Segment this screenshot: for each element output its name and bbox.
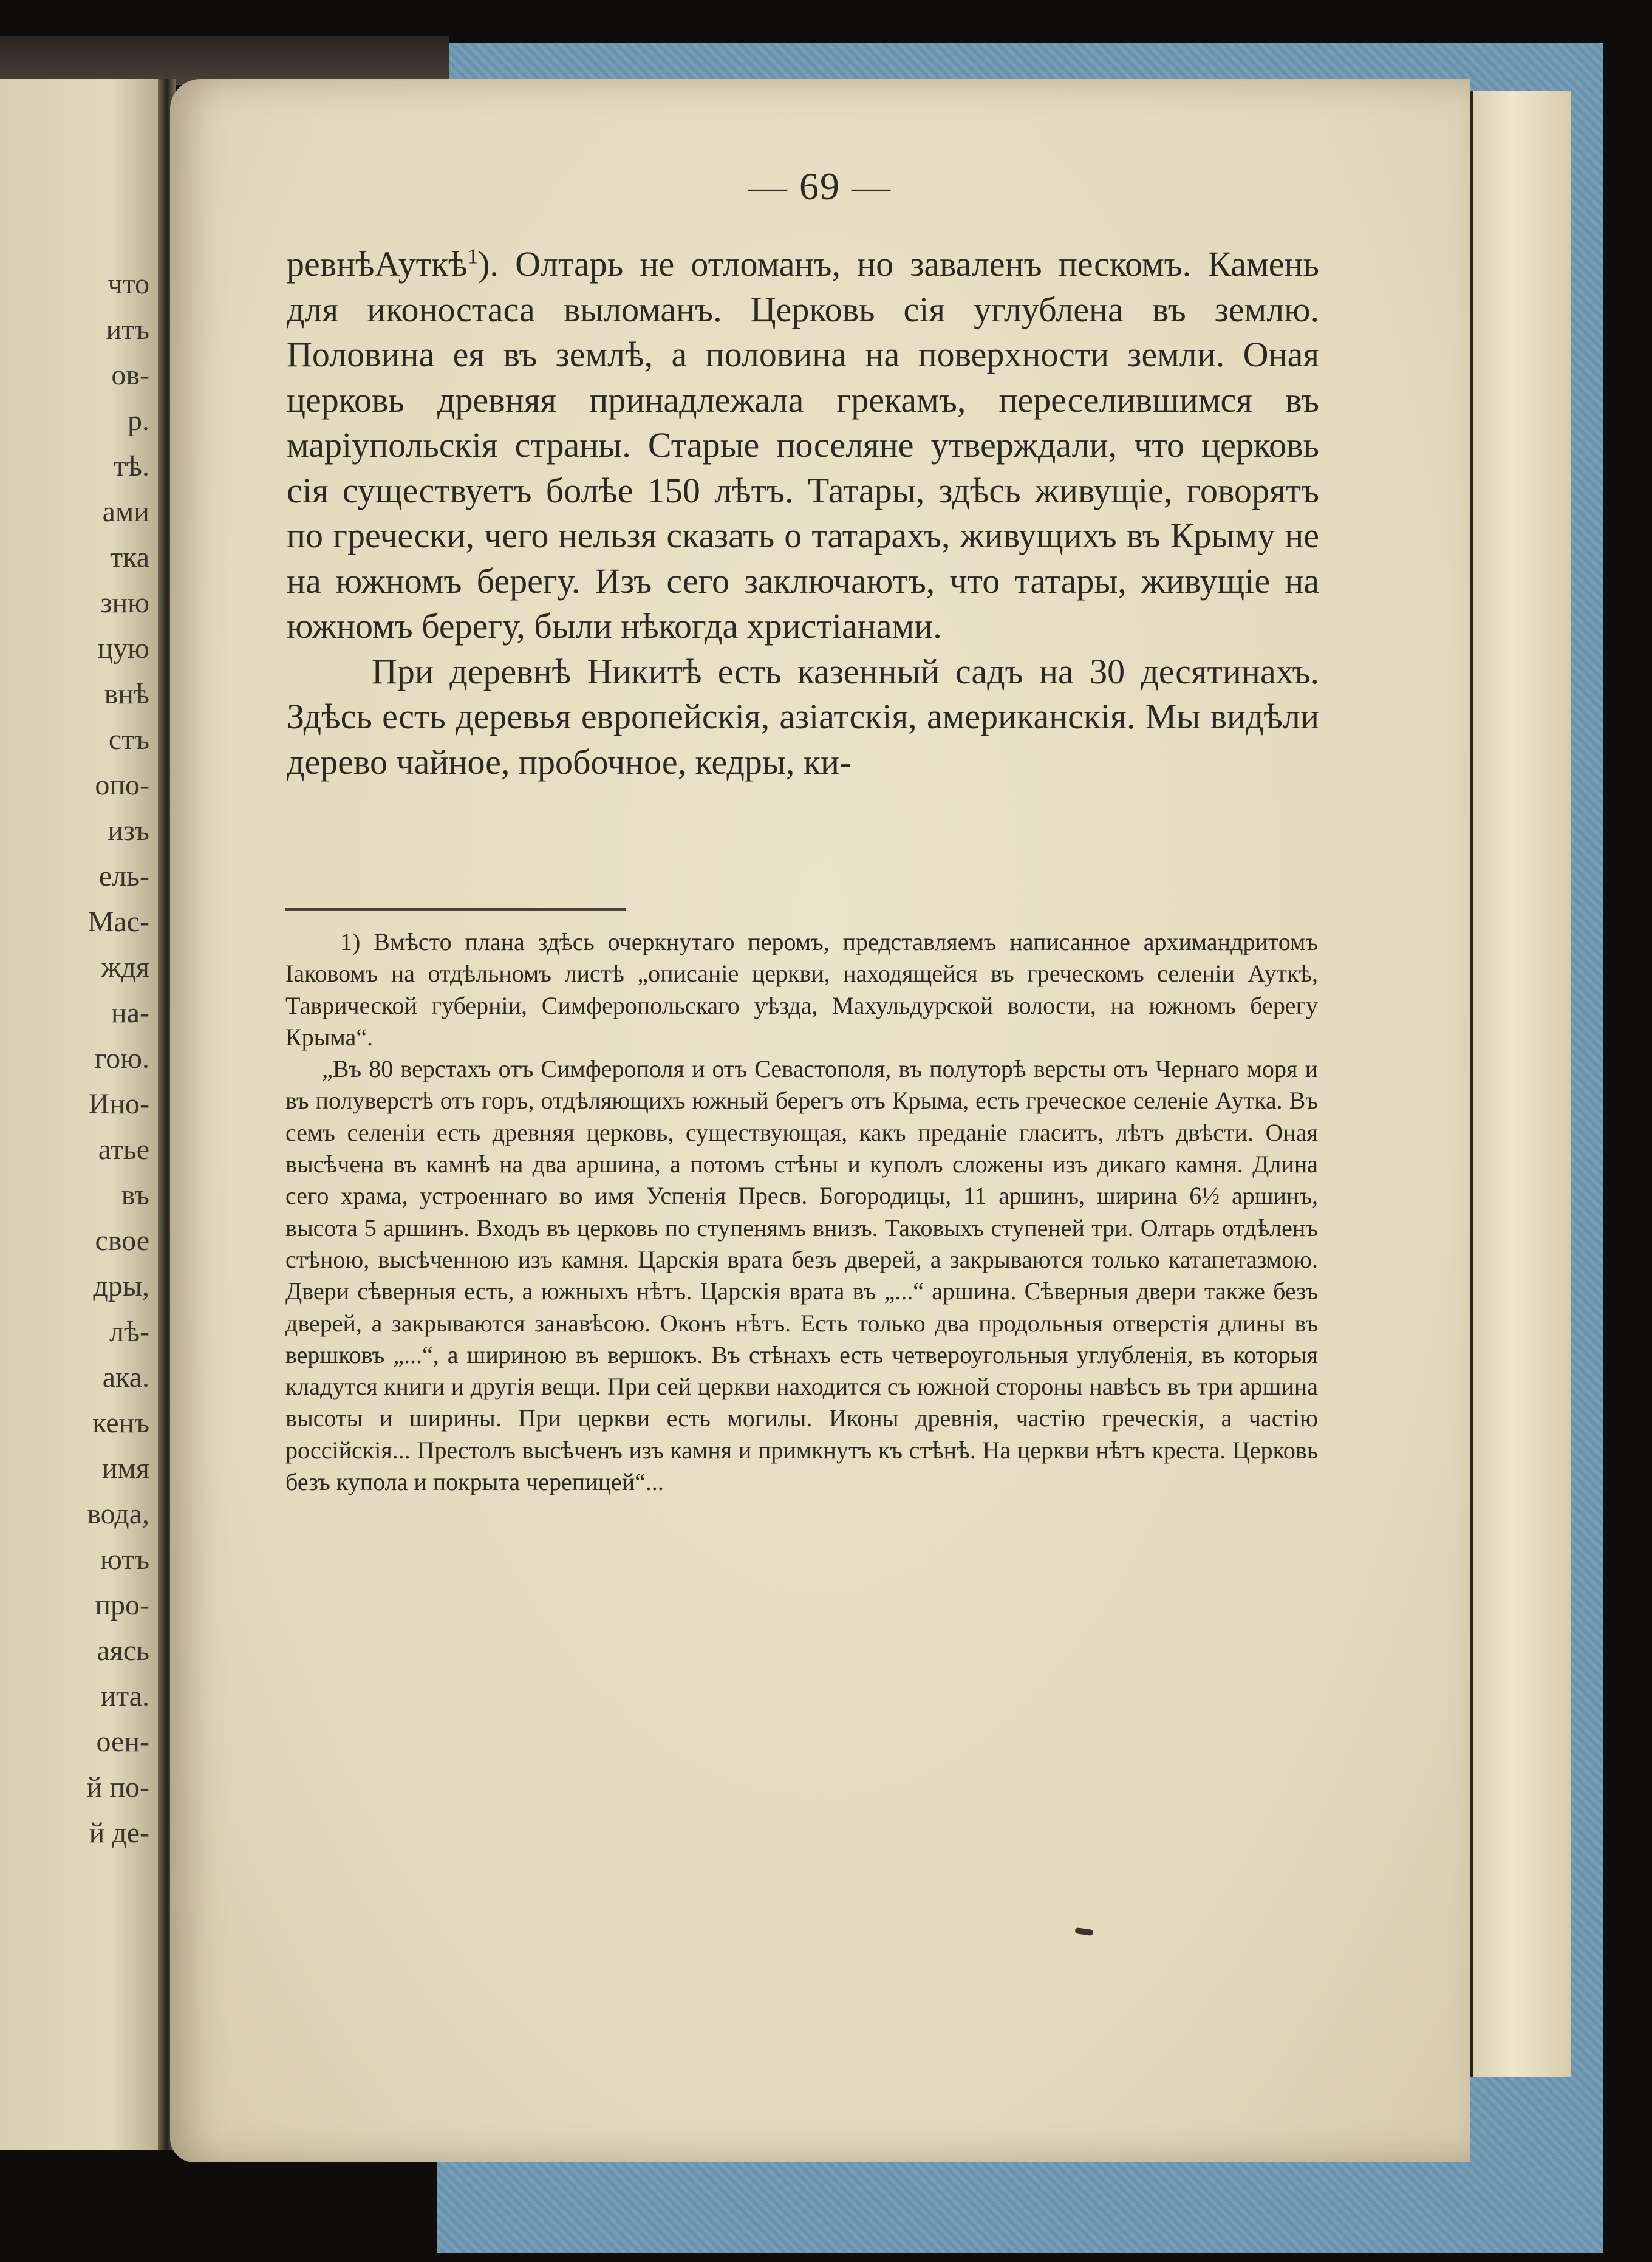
ink-mark bbox=[1074, 1927, 1093, 1936]
left-fragment: й по- bbox=[86, 1771, 149, 1803]
left-fragment: лѣ- bbox=[109, 1316, 149, 1348]
footnote-reference: 1 bbox=[467, 244, 479, 268]
left-fragment: итъ bbox=[106, 313, 149, 346]
paragraph bbox=[287, 242, 1319, 649]
paragraph: При деревнѣ Никитѣ есть казенный садъ на 30 десятинахъ. Здѣсь есть деревья европейскія, азіатскія, американскія. Мы видѣли дерево чайное, пробочное, кедры, ки- bbox=[287, 651, 1319, 782]
previous-page-fragment bbox=[0, 79, 158, 2150]
left-fragment: цую bbox=[97, 632, 149, 665]
left-fragment: свое bbox=[95, 1225, 149, 1257]
left-fragment: про- bbox=[95, 1589, 149, 1621]
book-page bbox=[170, 79, 1470, 2162]
left-fragment: ита. bbox=[100, 1680, 149, 1712]
book-binding bbox=[0, 36, 449, 85]
left-fragment: гою. bbox=[94, 1042, 149, 1075]
left-fragment: р. bbox=[128, 405, 149, 437]
left-fragment: изъ bbox=[108, 815, 149, 847]
left-fragment: й де- bbox=[89, 1817, 149, 1849]
left-fragment: что bbox=[108, 268, 149, 300]
page-number: — 69 — bbox=[748, 165, 892, 208]
left-fragment: ов- bbox=[111, 359, 149, 391]
left-fragment: ютъ bbox=[100, 1543, 149, 1576]
left-fragment: тка bbox=[110, 541, 149, 573]
footnote-text: Вмѣсто плана здѣсь очеркнутаго перомъ, представляемъ написанное архимандритомъ Іаковомъ на отдѣльномъ листѣ „описаніе церкви, находящейся въ греческомъ селеніи Ауткѣ, Таврической губерніи, Симферопольскаго уѣзда, Махульдурской волости, на южномъ берегу Крыма“. bbox=[285, 928, 1319, 1051]
left-fragment: кенъ bbox=[92, 1407, 149, 1439]
left-fragment: тѣ. bbox=[113, 450, 149, 482]
footnote-divider bbox=[285, 908, 626, 911]
paragraph-text: ). Олтарь не отломанъ, но заваленъ пескомъ. Камень для иконостаса выломанъ. Церковь сія углублена въ землю. Половина ея въ землѣ, а половина на поверхности земли. Оная церковь древняя принадлежала грекамъ, переселившимся въ маріупольскія страны. Старые поселяне утверждали, что церковь сія существуетъ болѣе 150 лѣтъ. Татары, здѣсь живущіе, говорятъ по гречески, чего нельзя сказать о татарахъ, живущихъ въ Крыму не на южномъ берегу. Изъ сего заключаютъ, что татары, живущіе на южномъ берегу, были нѣкогда христіанами. bbox=[287, 244, 1319, 646]
left-fragment: дры, bbox=[93, 1270, 149, 1302]
footnote-paragraph bbox=[285, 926, 1318, 1053]
left-fragment: ждя bbox=[101, 951, 149, 983]
left-fragment: оен- bbox=[96, 1726, 149, 1758]
footnote-marker: 1) bbox=[340, 928, 361, 955]
footnote bbox=[285, 926, 1318, 1498]
left-fragment: ель- bbox=[98, 860, 149, 892]
left-fragment: ака. bbox=[102, 1361, 149, 1393]
left-fragment: въ bbox=[121, 1179, 149, 1211]
left-fragment: имя bbox=[101, 1452, 149, 1485]
left-fragment: зню bbox=[100, 587, 149, 619]
paragraph-text: ревнѣАуткѣ bbox=[287, 244, 468, 284]
left-fragment: внѣ bbox=[104, 678, 149, 710]
left-fragment: вода, bbox=[87, 1498, 149, 1530]
left-fragment: ами bbox=[102, 496, 149, 528]
main-text bbox=[287, 242, 1319, 785]
left-fragment: Мас- bbox=[87, 906, 149, 938]
left-fragment: стъ bbox=[108, 723, 149, 756]
left-fragment: опо- bbox=[95, 769, 149, 801]
page-edges bbox=[1470, 91, 1571, 2077]
footnote-paragraph: „Въ 80 верстахъ отъ Симферополя и отъ Севастополя, въ полуторѣ версты отъ Чернаго моря и въ полуверстѣ отъ горъ, отдѣляющихъ южный берегъ отъ Крыма, есть греческое селеніе Аутка. Въ семъ селеніи есть древняя церковь, существующая, какъ преданіе гласитъ, лѣтъ двѣсти. Оная высѣчена въ камнѣ на два аршина, а потомъ стѣны и куполъ сложены изъ дикаго камня. Длина сего храма, устроеннаго во имя Успенія Пресв. Богородицы, 11 аршинъ, ширина 6½ аршинъ, высота 5 аршинъ. Входъ въ церковь по ступенямъ внизъ. Таковыхъ ступеней три. Олтарь отдѣленъ стѣною, высѣченною изъ камня. Царскія врата безъ дверей, а закрываются только катапетазмою. Двери сѣверныя есть, а южныхъ нѣтъ. Царскія врата въ „...“ аршина. Сѣверныя двери также безъ дверей, а закрываются занавѣсою. Оконъ нѣтъ. Есть только два продольныя отверстія длины въ вершковъ „...“, а шириною въ вершокъ. Въ стѣнахъ есть четвероугольныя углубленія, въ которыя кладутся книги и другія вещи. При сей церкви находится съ южной стороны навѣсъ въ три аршина высоты и ширины. При церкви есть могилы. Иконы древнія, частію греческія, а частію россійскія... Престолъ высѣченъ изъ камня и примкнутъ къ стѣнѣ. На церкви нѣтъ креста. Церковь безъ купола и покрыта черепицей“... bbox=[285, 1055, 1318, 1496]
left-fragment: аясь bbox=[97, 1635, 149, 1667]
left-fragment: на- bbox=[111, 997, 149, 1029]
left-fragment: Ино- bbox=[88, 1088, 149, 1120]
left-fragment: атье bbox=[98, 1133, 149, 1166]
